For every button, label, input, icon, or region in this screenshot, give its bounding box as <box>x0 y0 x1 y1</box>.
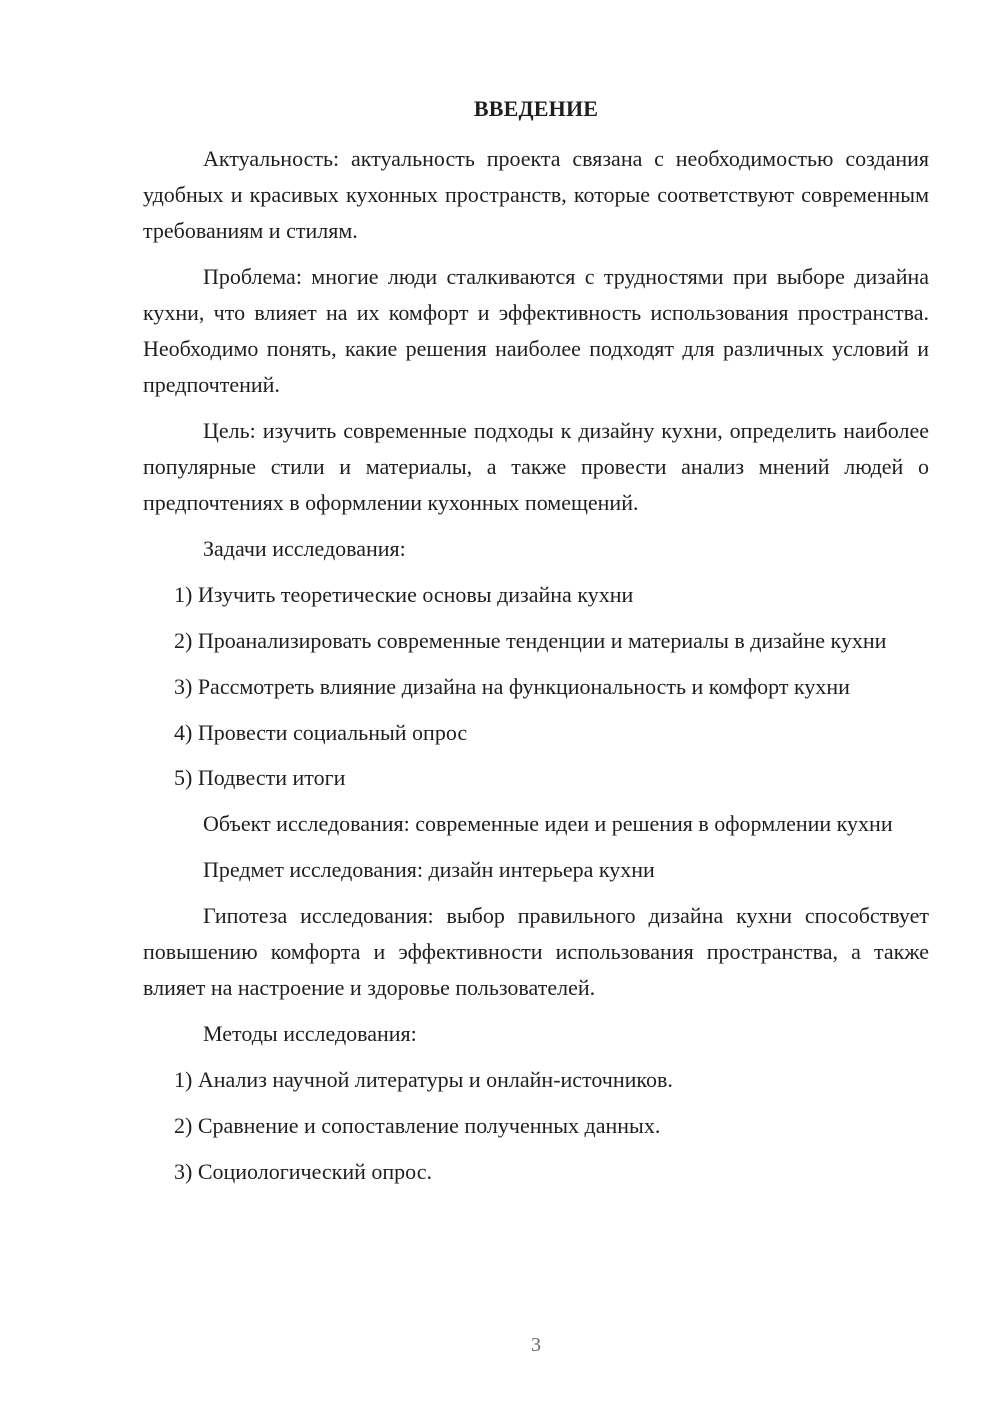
methods-heading: Методы исследования: <box>203 1021 417 1046</box>
document-body <box>143 141 929 1200</box>
subject-paragraph: Предмет исследования: дизайн интерьера кухни <box>203 857 655 882</box>
hypothesis-paragraph: Гипотеза исследования: выбор правильного дизайна кухни способствует повышению комфорта и эффективности использования пространства, а также влияет на настроение и здоровье пользователей. <box>143 903 929 1000</box>
method-item-3: 3) Социологический опрос. <box>174 1159 432 1184</box>
problem-paragraph: Проблема: многие люди сталкиваются с трудностями при выборе дизайна кухни, что влияет на их комфорт и эффективность использования пространства. Необходимо понять, какие решения наиболее подходят для различных условий и предпочтений. <box>143 264 929 397</box>
relevance-paragraph: Актуальность: актуальность проекта связана с необходимостью создания удобных и красивых кухонных пространств, которые соответствуют современным требованиям и стилям. <box>143 146 929 243</box>
task-item-2: 2) Проанализировать современные тенденции и материалы в дизайне кухни <box>174 628 887 653</box>
tasks-heading: Задачи исследования: <box>203 536 406 561</box>
page-title: ВВЕДЕНИЕ <box>473 96 599 121</box>
method-item-2: 2) Сравнение и сопоставление полученных данных. <box>174 1113 661 1138</box>
task-item-4: 4) Провести социальный опрос <box>174 720 468 745</box>
page-number: 3 <box>531 1334 541 1356</box>
object-paragraph: Объект исследования: современные идеи и решения в оформлении кухни <box>203 811 893 836</box>
task-item-1: 1) Изучить теоретические основы дизайна кухни <box>174 582 634 607</box>
goal-paragraph: Цель: изучить современные подходы к дизайну кухни, определить наиболее популярные стили и материалы, а также провести анализ мнений людей о предпочтениях в оформлении кухонных помещений. <box>143 418 929 515</box>
method-item-1: 1) Анализ научной литературы и онлайн-источников. <box>174 1067 673 1092</box>
task-item-5: 5) Подвести итоги <box>174 765 346 790</box>
task-item-3: 3) Рассмотреть влияние дизайна на функциональность и комфорт кухни <box>174 674 850 699</box>
